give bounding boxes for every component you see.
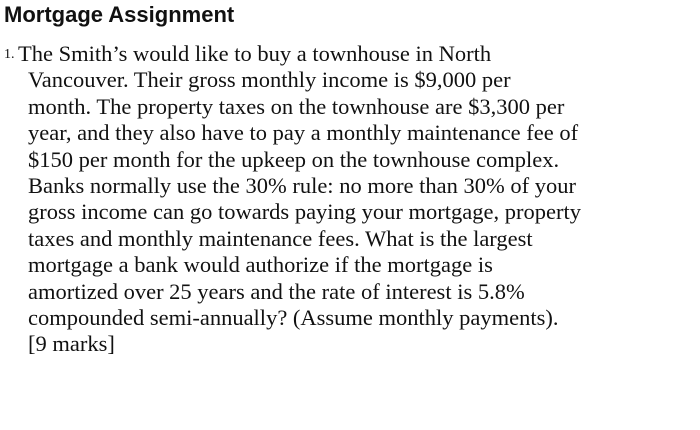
question-line: The Smith’s would like to buy a townhouse in North bbox=[18, 41, 492, 66]
question-line: amortized over 25 years and the rate of interest is 5.8% bbox=[28, 278, 525, 304]
question-line: month. The property taxes on the townhouse are $3,300 per bbox=[28, 93, 565, 119]
question-line: $150 per month for the upkeep on the townhouse complex. bbox=[28, 146, 560, 172]
question-line: Banks normally use the 30% rule: no more than 30% of your bbox=[28, 173, 577, 199]
question-line: Vancouver. Their gross monthly income is $9,000 per bbox=[28, 67, 511, 93]
question-line: mortgage a bank would authorize if the mortgage is bbox=[28, 252, 493, 278]
marks-label: [9 marks] bbox=[28, 331, 115, 357]
question-line: gross income can go towards paying your mortgage, property bbox=[28, 199, 581, 225]
document-title: Mortgage Assignment bbox=[4, 2, 235, 27]
question-number: 1. bbox=[4, 47, 15, 62]
question-1 bbox=[4, 41, 696, 358]
question-line: year, and they also have to pay a monthly maintenance fee of bbox=[28, 120, 579, 146]
question-line: compounded semi-annually? (Assume monthly payments). bbox=[28, 305, 559, 331]
question-line: taxes and monthly maintenance fees. What is the largest bbox=[28, 225, 533, 251]
